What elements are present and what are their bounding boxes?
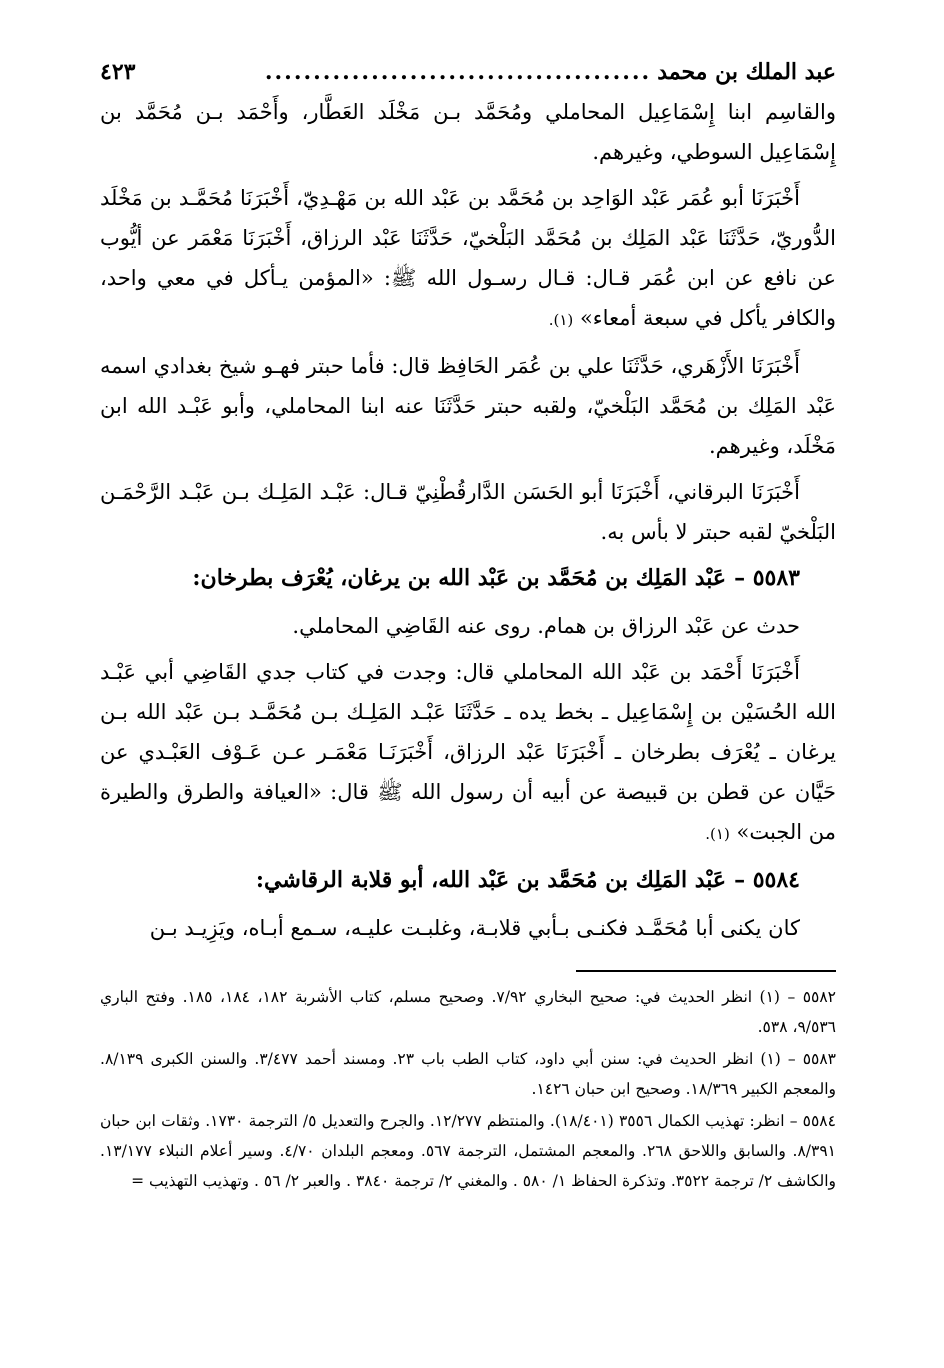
footnote-5582: ٥٥٨٢ – (١) انظر الحديث في: صحيح البخاري ٧/٩٢. وصحيح مسلم، كتاب الأشربة ١٨٢، ١٨٤، ١٨٥. وفتح الباري ٩/٥٣٦، ٥٣٨. (100, 988, 836, 1036)
paragraph-3: أَخْبَرَنَا الأَزْهَري، حَدَّثَنَا علي بن عُمَر الحَافِظ قال: فأما حبتر فهـو شيخ بغدادي اسمه عَبْد المَلِك بن مُحَمَّد البَلْخيّ، ولقبه حبتر حَدَّثَنَا عنه ابنا المحاملي، وأبو عَبْـد الله ابن مَخْلَد، وغيرهم. (100, 354, 836, 458)
paragraph-2 (100, 178, 836, 340)
page-header (100, 52, 836, 92)
entry-heading-5584 (100, 860, 836, 900)
page-number: ٤٢٣ (100, 59, 136, 85)
footnote-divider (576, 970, 836, 972)
book-page (100, 52, 836, 1352)
running-title: عبد الملك بن محمد (657, 59, 836, 85)
paragraph-1: والقاسِم ابنا إِسْمَاعِيل المحاملي ومُحَمَّد بـن مَخْلَد العَطَّار، وأَحْمَد بـن مُحَمَّد بن إِسْمَاعِيل السوطي، وغيرهم. (100, 100, 836, 164)
header-dots: ........................................ (264, 59, 652, 85)
paragraph-2-text: أَخْبَرَنَا أبو عُمَر عَبْد الوَاحِد بن مُحَمَّد بن عَبْد الله بن مَهْـدِيّ، أَخْبَرَنَا مُحَمَّـد بن مَخْلَد الدُّوريّ، حَدَّثَنَا عَبْد المَلِك بن مُحَمَّد البَلْخيّ، حَدَّثَنَا عَبْد الرزاق، أَخْبَرَنَا مَعْمَر عن أيُّوب عن نافع عن ابن عُمَر قـال: قـال رسـول الله ﷺ: «المؤمن يـأكل في معي واحد، والكافر يأكل في سبعة أمعاء» (100, 186, 836, 330)
paragraph-4: أَخْبَرَنَا البرقاني، أَخْبَرَنَا أبو الحَسَن الدَّارقُطْنِيّ قـال: عَبْـد المَلِـك بـن عَبْـد الرَّحْمَـن البَلْخيّ لقبه حبتر لا بأس به. (100, 480, 836, 544)
paragraph-5: حدث عن عَبْد الرزاق بن همام. روى عنه القَاضِي المحاملي. (292, 614, 800, 638)
entry-heading-5583 (100, 558, 836, 598)
paragraph-6 (100, 652, 836, 854)
footnote-ref-2: (١). (705, 825, 730, 843)
footnote-5583: ٥٥٨٣ – (١) انظر الحديث في: سنن أبي داود، كتاب الطب باب ٢٣. ومسند أحمد ٣/٤٧٧. والسنن الكبرى ٨/١٣٩. والمعجم الكبير ١٨/٣٦٩. وصحيح ابن حبان ١٤٢٦. (100, 1050, 837, 1098)
entry-title-5584: عَبْد المَلِك بن مُحَمَّد بن عَبْد الله، أبو قلابة الرقاشي: (255, 867, 727, 893)
footnote-ref-1: (١). (548, 311, 574, 329)
paragraph-7: كان يكنى أبا مُحَمَّـد فكنـى بـأبي قلابـة، وغلبـت عليـه، سـمع أبـاه، ويَزِيـد بـن (149, 916, 800, 940)
footnotes (100, 982, 836, 1196)
footnote-5584: ٥٥٨٤ – انظر: تهذيب الكمال ٣٥٥٦ (١٨/٤٠١). والمنتظم ١٢/٢٧٧. والجرح والتعديل ٥/ الترجمة ١٧٣٠. وثقات ابن حبان ٨/٣٩١. والسابق واللاحق ٢٦٨. والمعجم المشتمل، الترجمة ٥٦٧. ومعجم البلدان ٤/٧٠. وسير أعلام النبلاء ١٣/١٧٧. والكاشف ٢/ ترجمة ٣٥٢٢. وتذكرة الحفاظ ١/ ٥٨٠ . والمغني ٢/ ترجمة ٣٨٤٠ . والعبر ٢/ ٥٦ . وتهذيب التهذيب = (100, 1112, 836, 1190)
entry-number-5583: ٥٥٨٣ – (734, 565, 800, 591)
entry-number-5584: ٥٥٨٤ – (734, 867, 800, 893)
entry-title-5583: عَبْد المَلِك بن مُحَمَّد بن عَبْد الله بن يرغان، يُعْرَف بطرخان: (192, 565, 727, 591)
main-text (100, 92, 836, 948)
paragraph-6-text: أَخْبَرَنَا أَحْمَد بن عَبْد الله المحاملي قال: وجدت في كتاب جدي القَاضِي أبي عَبْـد الله الحُسَيْن بن إِسْمَاعِيل ـ بخط يده ـ حَدَّثَنَا عَبْـد المَلِـك بـن مُحَمَّـد بـن عَبْد الله بـن يرغان ـ يُعْرَف بطرخان ـ أَخْبَرَنَا عَبْد الرزاق، أَخْبَرَنَـا مَعْمَـر عـن عَـوْف العَبْـدي عن حَيَّان عن قطن بن قبيصة عن أبيه أن رسول الله ﷺ قال: «العيافة والطرق والطيرة من الجبت» (100, 660, 836, 844)
